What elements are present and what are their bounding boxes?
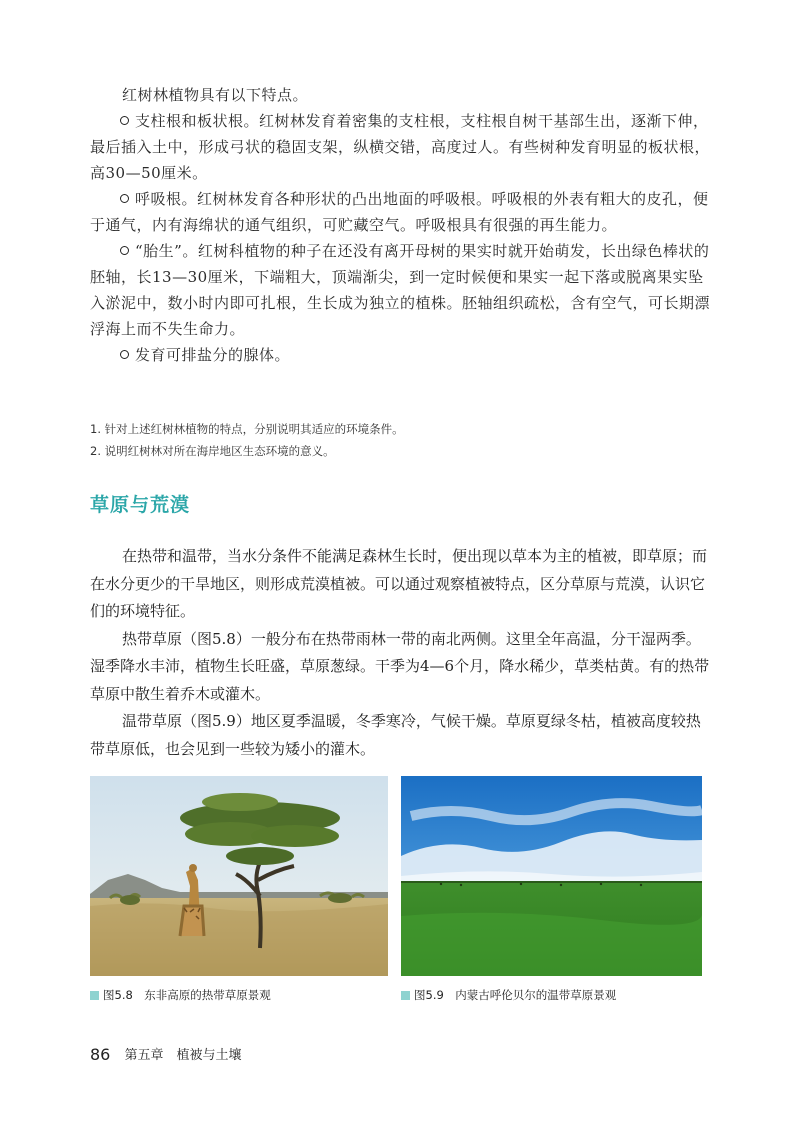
page-number: 86 bbox=[90, 1045, 111, 1064]
chapter-title: 第五章 植被与土壤 bbox=[124, 1048, 242, 1063]
caption-square-icon bbox=[401, 991, 410, 1000]
section-body bbox=[90, 543, 710, 763]
feature-item bbox=[90, 108, 710, 186]
circle-bullet-icon bbox=[120, 246, 129, 255]
temperate-grassland-photo bbox=[401, 776, 702, 976]
caption-square-icon bbox=[90, 991, 99, 1000]
circle-bullet-icon bbox=[120, 116, 129, 125]
feature-text: 呼吸根。红树林发育各种形状的凸出地面的呼吸根。呼吸根的外表有粗大的皮孔，便于通气，内有海绵状的通气组织，可贮藏空气。呼吸根具有很强的再生能力。 bbox=[90, 190, 709, 234]
page-footer bbox=[90, 1044, 242, 1064]
tropical-savanna-photo bbox=[90, 776, 388, 976]
figure-caption: 图5.8 东非高原的热带草原景观 bbox=[90, 987, 271, 1003]
feature-item bbox=[90, 342, 710, 368]
question-item: 2. 说明红树林对所在海岸地区生态环境的意义。 bbox=[90, 444, 335, 458]
feature-item bbox=[90, 186, 710, 238]
feature-text: 发育可排盐分的腺体。 bbox=[135, 346, 291, 364]
feature-text: “胎生”。红树科植物的种子在还没有离开母树的果实时就开始萌发，长出绿色棒状的胚轴，长13—30厘米，下端粗大，顶端渐尖，到一定时候便和果实一起下落或脱离果实坠入淤泥中，数小时内即可扎根，生长成为独立的植株。胚轴组织疏松，含有空气，可长期漂浮海上而不失生命力。 bbox=[90, 242, 711, 338]
paragraph: 在热带和温带，当水分条件不能满足森林生长时，便出现以草本为主的植被，即草原；而在水分更少的干旱地区，则形成荒漠植被。可以通过观察植被特点，区分草原与荒漠，认识它们的环境特征。 bbox=[90, 547, 708, 620]
figure-row bbox=[90, 776, 702, 976]
mangrove-intro: 红树林植物具有以下特点。 bbox=[122, 86, 309, 104]
mangrove-features bbox=[90, 82, 710, 368]
question-item: 1. 针对上述红树林植物的特点，分别说明其适应的环境条件。 bbox=[90, 422, 404, 436]
paragraph: 温带草原（图5.9）地区夏季温暖，冬季寒冷，气候干燥。草原夏绿冬枯，植被高度较热带草原低，也会见到一些较为矮小的灌木。 bbox=[90, 712, 701, 758]
figure-caption: 图5.9 内蒙古呼伦贝尔的温带草原景观 bbox=[401, 987, 616, 1003]
circle-bullet-icon bbox=[120, 194, 129, 203]
feature-item bbox=[90, 238, 710, 342]
feature-text: 支柱根和板状根。红树林发育着密集的支柱根，支柱根自树干基部生出，逐渐下伸，最后插入土中，形成弓状的稳固支架，纵横交错，高度过人。有些树种发育明显的板状根，高30—50厘米。 bbox=[90, 112, 711, 182]
section-title: 草原与荒漠 bbox=[90, 494, 191, 516]
activity-questions bbox=[90, 418, 710, 462]
paragraph: 热带草原（图5.8）一般分布在热带雨林一带的南北两侧。这里全年高温，分干湿两季。湿季降水丰沛，植物生长旺盛，草原葱绿。干季为4—6个月，降水稀少，草类枯黄。有的热带草原中散生着乔木或灌木。 bbox=[90, 629, 710, 703]
circle-bullet-icon bbox=[120, 350, 129, 359]
